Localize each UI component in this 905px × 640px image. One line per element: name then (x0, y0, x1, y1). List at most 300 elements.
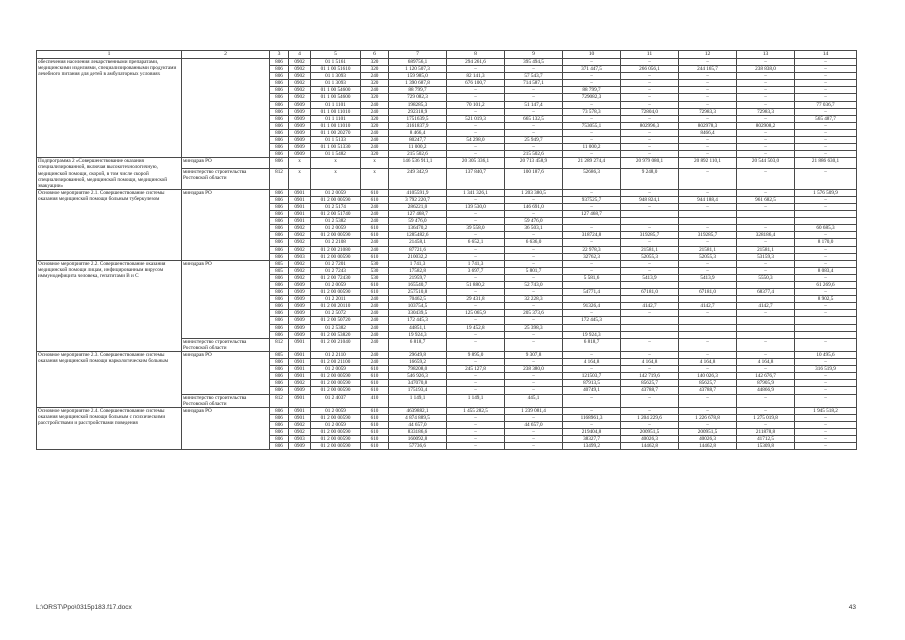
table-cell: – (679, 169, 737, 189)
table-cell: – (621, 87, 679, 94)
table-row (37, 158, 857, 169)
table-cell: 01 2 7243 (311, 267, 361, 274)
table-cell: 328186,4 (737, 232, 795, 239)
table-cell: 159 985,0 (389, 73, 447, 80)
table-cell: – (679, 366, 737, 373)
table-cell: 0901 (289, 366, 311, 373)
table-cell: 87721,6 (389, 246, 447, 253)
table-cell: – (563, 151, 621, 158)
table-cell: – (679, 203, 737, 210)
table-cell (621, 211, 679, 218)
table-cell: 806 (270, 296, 289, 303)
table-cell: 240 (361, 137, 389, 144)
table-cell: 44851,1 (389, 324, 447, 331)
table-cell: – (679, 80, 737, 87)
table-cell: – (795, 232, 857, 239)
table-cell: 802978,3 (679, 122, 737, 129)
table-cell: 1751639,5 (389, 115, 447, 122)
table-cell: – (563, 59, 621, 66)
table-cell: 70 101,2 (447, 101, 505, 108)
table-cell: – (795, 66, 857, 73)
budget-table-sheet (36, 50, 856, 450)
table-cell: 91326,4 (563, 303, 621, 310)
table-cell (679, 324, 737, 331)
table-cell: – (621, 267, 679, 274)
table-cell: 53159,3 (737, 253, 795, 260)
table-cell: 6 818,7 (563, 338, 621, 351)
table-cell: 806 (270, 253, 289, 260)
table-cell: 240 (361, 144, 389, 151)
table-cell: 52686,3 (563, 169, 621, 189)
table-cell: 610 (361, 282, 389, 289)
table-cell: 0902 (289, 225, 311, 232)
budget-table (36, 50, 857, 450)
table-cell: 806 (270, 239, 289, 246)
table-cell (795, 331, 857, 338)
table-cell: 72983,3 (737, 108, 795, 115)
table-cell: – (621, 366, 679, 373)
table-cell: – (737, 338, 795, 351)
table-cell: – (563, 267, 621, 274)
table-cell: 8 083,4 (795, 267, 857, 274)
table-cell: 240 (361, 108, 389, 115)
table-cell: 29 431,8 (447, 296, 505, 303)
table-cell: 610 (361, 196, 389, 203)
table-cell: – (795, 387, 857, 394)
table-cell: – (621, 59, 679, 66)
table-cell: 806 (270, 359, 289, 366)
table-cell: 806 (270, 129, 289, 136)
table-cell: 0909 (289, 387, 311, 394)
table-cell: 38327,7 (563, 436, 621, 443)
column-number: 11 (621, 51, 679, 59)
table-cell: 88 799,7 (563, 87, 621, 94)
table-cell: – (505, 274, 563, 281)
table-cell: – (621, 260, 679, 267)
table-cell: – (795, 394, 857, 407)
table-cell: 240 (361, 87, 389, 94)
table-cell: 395 494,5 (505, 59, 563, 66)
executor-name: минздрав РО (182, 158, 270, 169)
table-cell: 240 (361, 324, 389, 331)
table-cell: 610 (361, 443, 389, 450)
table-cell: 812 (270, 169, 289, 189)
column-number: 7 (389, 51, 447, 59)
table-cell: 44 657,0 (389, 421, 447, 428)
table-cell: 32762,3 (563, 253, 621, 260)
table-cell: 67181,0 (621, 289, 679, 296)
table-cell: – (621, 151, 679, 158)
table-cell: – (679, 351, 737, 358)
table-cell: – (563, 394, 621, 407)
table-cell: 806 (270, 225, 289, 232)
table-cell: 20 544 503,0 (737, 158, 795, 169)
table-cell: 54771,4 (563, 289, 621, 296)
table-cell: – (795, 421, 857, 428)
table-cell: – (563, 101, 621, 108)
table-cell (737, 211, 795, 218)
table-cell: 729082,3 (563, 94, 621, 101)
table-cell: – (447, 129, 505, 136)
table-cell: 238 380,0 (505, 366, 563, 373)
table-cell: 87905,9 (737, 380, 795, 387)
table-cell: – (621, 239, 679, 246)
table-cell: 19 924,3 (389, 331, 447, 338)
table-cell: – (679, 267, 737, 274)
table-cell: 812 (270, 394, 289, 407)
table-cell: 610 (361, 373, 389, 380)
table-cell: – (795, 373, 857, 380)
table-cell: 0901 (289, 359, 311, 366)
table-cell: 01 1 00 51610 (311, 66, 361, 73)
table-cell: 249 342,9 (389, 169, 447, 189)
table-cell: – (795, 359, 857, 366)
column-number: 8 (447, 51, 505, 59)
table-cell: – (795, 310, 857, 317)
table-cell: – (447, 122, 505, 129)
table-cell: 806 (270, 218, 289, 225)
table-cell: 320 (361, 122, 389, 129)
table-cell: – (505, 317, 563, 324)
table-cell: – (505, 108, 563, 115)
table-cell: – (563, 80, 621, 87)
table-cell: – (795, 289, 857, 296)
table-cell: 51 880,2 (447, 282, 505, 289)
table-cell: – (795, 338, 857, 351)
table-cell (563, 218, 621, 225)
table-cell: 9 895,0 (447, 351, 505, 358)
table-cell: – (737, 137, 795, 144)
table-cell: 714 587,1 (505, 80, 563, 87)
table-cell: 805 (270, 260, 289, 267)
table-cell: 01 2 00 20110 (311, 303, 361, 310)
table-cell: 59 476,0 (389, 218, 447, 225)
table-cell: 610 (361, 253, 389, 260)
table-cell: 948 824,1 (621, 196, 679, 203)
table-cell: 43788,7 (621, 387, 679, 394)
table-cell: – (621, 394, 679, 407)
table-cell: 01 2 00 50720 (311, 317, 361, 324)
table-cell: 806 (270, 115, 289, 122)
table-cell: 82 141,3 (447, 73, 505, 80)
table-cell: 4 164,8 (621, 359, 679, 366)
table-cell: 21581,1 (737, 246, 795, 253)
page-number: 43 (848, 604, 856, 611)
table-cell: 20 713 458,9 (505, 158, 563, 169)
table-cell: – (737, 87, 795, 94)
table-cell: 3161837,9 (389, 122, 447, 129)
table-cell: 13499,2 (563, 443, 621, 450)
table-cell: 215 502,6 (389, 151, 447, 158)
table-cell: 146 536 911,1 (389, 158, 447, 169)
table-cell: – (737, 101, 795, 108)
table-cell: 21581,1 (621, 246, 679, 253)
table-cell: – (505, 338, 563, 351)
table-cell: 5413,9 (679, 274, 737, 281)
table-cell: 142 719,6 (621, 373, 679, 380)
table-cell: 44866,9 (737, 387, 795, 394)
table-cell: 0903 (289, 436, 311, 443)
table-cell: 0901 (289, 203, 311, 210)
table-cell: – (737, 394, 795, 407)
table-cell: 01 1 1101 (311, 101, 361, 108)
table-cell: 410 (361, 394, 389, 407)
table-cell: 01 2 00 00590 (311, 414, 361, 421)
table-cell: – (621, 407, 679, 414)
table-cell: 01 1 00 11010 (311, 108, 361, 115)
table-cell: 160092,8 (389, 436, 447, 443)
table-cell: 806 (270, 101, 289, 108)
table-cell: 01 2 0059 (311, 225, 361, 232)
table-cell: 1 741,3 (389, 260, 447, 267)
table-cell: 806 (270, 232, 289, 239)
table-cell: 610 (361, 225, 389, 232)
table-cell: – (447, 196, 505, 203)
table-cell: – (447, 317, 505, 324)
file-path-footer: L:\ORST\Ppo\0315p183.f17.docx (36, 604, 132, 611)
table-cell: 320 (361, 66, 389, 73)
table-cell: – (679, 59, 737, 66)
table-cell: 146 691,0 (505, 203, 563, 210)
table-cell: 1168961,3 (563, 414, 621, 421)
table-cell: 961 682,5 (737, 196, 795, 203)
table-cell: 0902 (289, 232, 311, 239)
table-cell: 798208,0 (389, 366, 447, 373)
table-cell: 0901 (289, 351, 311, 358)
table-cell: – (621, 144, 679, 151)
table-cell: 85625,7 (679, 380, 737, 387)
table-cell: 22 978,3 (563, 246, 621, 253)
table-cell: 806 (270, 73, 289, 80)
table-cell: – (621, 115, 679, 122)
table-cell: 61 269,6 (795, 282, 857, 289)
table-cell: 1 390 687,8 (389, 80, 447, 87)
table-cell: – (563, 129, 621, 136)
table-cell: – (679, 101, 737, 108)
table-cell: – (505, 380, 563, 387)
table-cell: 806 (270, 144, 289, 151)
table-cell: 77 036,7 (795, 101, 857, 108)
table-cell: 1 576 509,9 (795, 189, 857, 196)
table-cell (621, 317, 679, 324)
table-cell: 240 (361, 129, 389, 136)
table-cell: 1 149,1 (447, 394, 505, 407)
table-cell: – (505, 443, 563, 450)
table-cell: – (795, 436, 857, 443)
table-cell: x (289, 158, 311, 169)
table-cell: – (447, 380, 505, 387)
table-cell: x (311, 169, 361, 189)
table-cell: – (795, 169, 857, 189)
table-cell: – (737, 129, 795, 136)
table-cell: 546 926,3 (389, 373, 447, 380)
table-cell: 294 261,6 (447, 59, 505, 66)
table-cell: 806 (270, 158, 289, 169)
table-cell: 01 2 00 00590 (311, 373, 361, 380)
table-cell: 16659,2 (389, 359, 447, 366)
table-cell: 0909 (289, 310, 311, 317)
table-cell: 665 132,5 (505, 115, 563, 122)
table-cell: 01 2 0059 (311, 366, 361, 373)
table-cell: 01 1 00 51330 (311, 144, 361, 151)
table-cell: – (505, 289, 563, 296)
table-cell: – (737, 169, 795, 189)
table-cell: 0902 (289, 246, 311, 253)
table-cell: – (679, 137, 737, 144)
table-cell: 4142,7 (679, 303, 737, 310)
table-cell: 806 (270, 203, 289, 210)
table-cell: – (447, 246, 505, 253)
table-cell: 0909 (289, 144, 311, 151)
table-cell: 805 (270, 267, 289, 274)
table-cell: 286221,0 (389, 203, 447, 210)
table-cell: – (447, 359, 505, 366)
executor-name: минздрав РО (182, 351, 270, 394)
table-cell: 01 2 0059 (311, 189, 361, 196)
table-cell: – (563, 73, 621, 80)
column-number: 14 (795, 51, 857, 59)
table-cell: – (679, 407, 737, 414)
table-cell: – (447, 421, 505, 428)
table-cell: – (737, 366, 795, 373)
table-cell: 57736,6 (389, 443, 447, 450)
table-cell: 01 1 3093 (311, 73, 361, 80)
table-cell: 72804,0 (621, 108, 679, 115)
table-cell: – (563, 203, 621, 210)
table-cell: – (563, 137, 621, 144)
table-cell: 0902 (289, 80, 311, 87)
table-cell: – (505, 303, 563, 310)
table-cell: 238 838,0 (737, 66, 795, 73)
table-cell: 0901 (289, 196, 311, 203)
table-cell: 80247,7 (389, 137, 447, 144)
table-cell: – (447, 428, 505, 435)
table-cell: 198285,3 (389, 101, 447, 108)
table-cell: 5550,3 (737, 274, 795, 281)
table-cell: – (795, 274, 857, 281)
table-cell: 5 581,6 (563, 274, 621, 281)
table-cell: – (679, 421, 737, 428)
table-cell: 01 2 5174 (311, 203, 361, 210)
table-cell: 9 307,8 (505, 351, 563, 358)
table-cell: 245 127,8 (447, 366, 505, 373)
table-cell: 01 1 00 54600 (311, 87, 361, 94)
table-cell: 806 (270, 373, 289, 380)
table-cell: 1 149,1 (389, 394, 447, 407)
table-cell: 805 (270, 351, 289, 358)
table-cell: – (795, 253, 857, 260)
table-cell: 39 558,0 (447, 225, 505, 232)
table-cell: 0902 (289, 380, 311, 387)
table-cell: 320 (361, 151, 389, 158)
table-cell: – (447, 338, 505, 351)
executor-name: министерство строительства Ростовской области (182, 338, 270, 351)
table-cell: – (505, 260, 563, 267)
measure-description: обеспечения населения лекарственными препаратами, медицинскими изделиями, специализированными продуктами лечебного питания для детей в амбулаторных условиях (37, 59, 182, 158)
table-cell: 3 697,7 (447, 267, 505, 274)
column-number: 9 (505, 51, 563, 59)
table-cell: 8466,4 (679, 129, 737, 136)
table-cell: 0901 (289, 407, 311, 414)
table-cell (795, 218, 857, 225)
table-row (37, 407, 857, 414)
table-cell: 1 275 019,8 (737, 414, 795, 421)
table-cell: – (795, 122, 857, 129)
table-cell: 806 (270, 211, 289, 218)
table-cell: – (679, 73, 737, 80)
table-cell: 240 (361, 303, 389, 310)
table-cell: 0901 (289, 211, 311, 218)
table-cell: 4 164,8 (563, 359, 621, 366)
table-cell: 4639882,1 (389, 407, 447, 414)
table-cell: – (737, 151, 795, 158)
table-cell: 4 874 889,5 (389, 414, 447, 421)
table-cell (737, 317, 795, 324)
table-cell: 806 (270, 303, 289, 310)
table-cell (621, 218, 679, 225)
table-cell: 6 818,7 (389, 338, 447, 351)
table-cell: – (795, 443, 857, 450)
table-cell: – (795, 260, 857, 267)
table-cell (679, 282, 737, 289)
table-cell: 142 676,7 (737, 373, 795, 380)
table-cell: 01 2 00 00590 (311, 289, 361, 296)
table-cell: 1 239 081,4 (505, 407, 563, 414)
table-cell: 0902 (289, 59, 311, 66)
table-cell: – (447, 289, 505, 296)
table-cell: 0902 (289, 428, 311, 435)
table-cell: 40026,3 (621, 436, 679, 443)
table-cell: – (505, 196, 563, 203)
table-cell: 43788,7 (679, 387, 737, 394)
column-number: 1 (37, 51, 182, 59)
table-cell: – (505, 331, 563, 338)
table-cell (621, 296, 679, 303)
table-cell (563, 324, 621, 331)
table-cell: – (795, 428, 857, 435)
table-cell (563, 282, 621, 289)
table-cell: 01 1 5133 (311, 137, 361, 144)
table-cell: 0909 (289, 137, 311, 144)
table-cell: 802908,2 (737, 122, 795, 129)
table-cell (737, 324, 795, 331)
table-cell: – (795, 203, 857, 210)
table-cell: – (621, 73, 679, 80)
table-cell: 806 (270, 151, 289, 158)
table-cell: 01 2 00 00590 (311, 380, 361, 387)
table-cell: 729 082,3 (389, 94, 447, 101)
table-cell: 19 924,3 (563, 331, 621, 338)
table-cell: – (795, 59, 857, 66)
table-cell: – (621, 189, 679, 196)
table-cell: 1 204 229,6 (621, 414, 679, 421)
measure-description: Основное мероприятие 2.4. Совершенствование системы оказания медицинской помощи больным с психическими расстройствами и расстройствами поведения (37, 407, 182, 450)
table-cell: 806 (270, 87, 289, 94)
table-cell: 610 (361, 289, 389, 296)
table-cell: – (679, 115, 737, 122)
table-cell: 0901 (289, 189, 311, 196)
table-cell: 0909 (289, 122, 311, 129)
table-cell: 01 2 5382 (311, 324, 361, 331)
table-cell: – (737, 189, 795, 196)
table-cell: 240 (361, 317, 389, 324)
table-cell: 266 056,1 (621, 66, 679, 73)
table-cell: – (505, 211, 563, 218)
executor-name: минздрав РО (182, 260, 270, 338)
table-cell: 1 741,3 (447, 260, 505, 267)
table-cell: 01 1 5161 (311, 59, 361, 66)
table-cell: 1 455 282,5 (447, 407, 505, 414)
